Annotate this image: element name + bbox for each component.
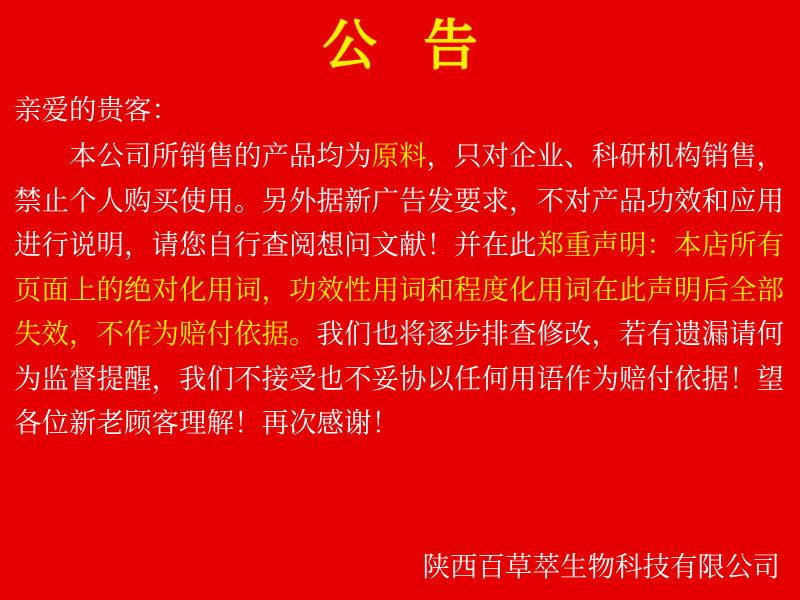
announcement-paragraph xyxy=(14,134,784,446)
highlight-raw-material: 原料 xyxy=(371,140,427,173)
highlight-solemn-statement: 郑重声明：本店所有页面上的绝对化用词，功效性用词和程度化用词在此声明后全部失效，不作为赔付依据。 xyxy=(14,229,784,351)
paragraph-segment-2: ，只对企业、科研机构销售，禁止个人购买使用。另外据新广告发要求，不对产品功效和应用进行说明，请您自行查阅想问文献！并在此 xyxy=(14,140,784,262)
paragraph-segment-3: 我们也将逐步排查修改，若有遗漏请何为监督提醒，我们不接受也不妥协以任何用语作为赔付依据！望各位新老顾客理解！再次感谢！ xyxy=(14,318,784,440)
company-signature: 陕西百草萃生物科技有限公司 xyxy=(422,550,780,583)
announcement-body xyxy=(0,80,800,446)
salutation-line: 亲爱的贵客： xyxy=(14,93,179,126)
page-title: 公 告 xyxy=(322,14,492,77)
paragraph-segment-1: 本公司所销售的产品均为 xyxy=(69,140,372,173)
